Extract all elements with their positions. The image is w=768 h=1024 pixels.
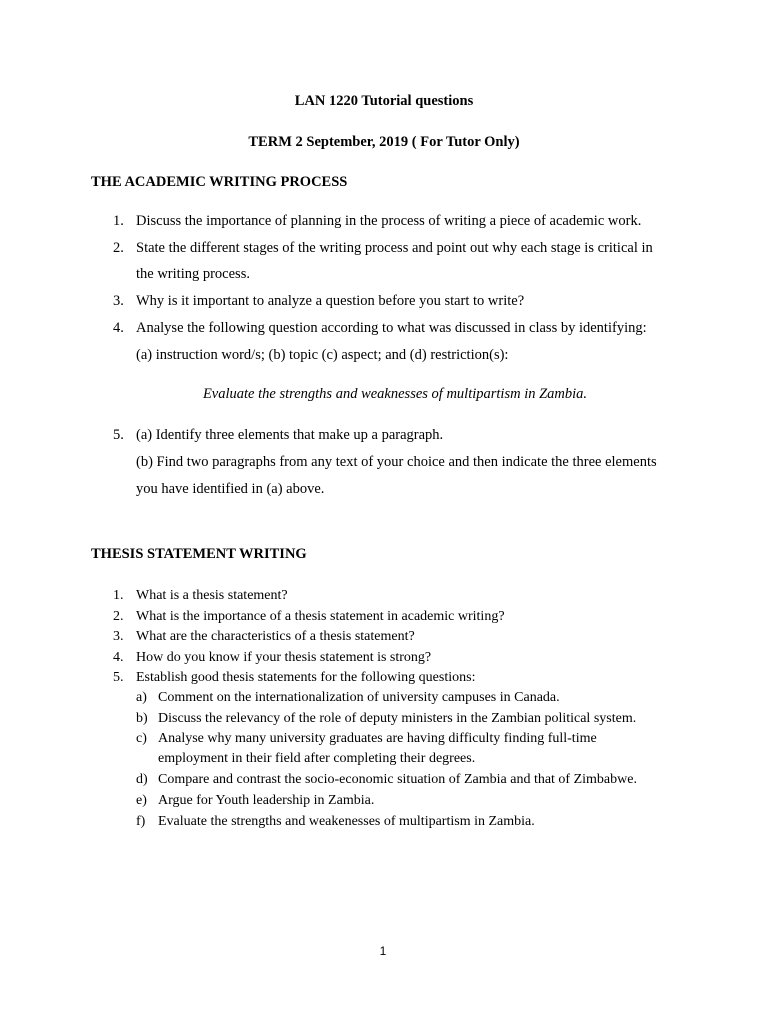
- list-number: 2.: [113, 609, 124, 624]
- document-subtitle: TERM 2 September, 2019 ( For Tutor Only): [248, 134, 520, 150]
- sublist-item-text: Analyse why many university graduates are having difficulty finding full-time: [158, 731, 597, 746]
- sublist-item-text: Argue for Youth leadership in Zambia.: [158, 793, 375, 808]
- page-number: 1: [379, 944, 387, 958]
- list-item-text: State the different stages of the writing process and point out why each stage is critical in: [136, 240, 653, 256]
- list-item-text: How do you know if your thesis statement is strong?: [136, 650, 432, 665]
- document-title: LAN 1220 Tutorial questions: [294, 93, 474, 109]
- sublist-item-text: Comment on the internationalization of university campuses in Canada.: [158, 690, 560, 705]
- list-item-text: Establish good thesis statements for the following questions:: [136, 670, 476, 685]
- list-item-text-continued: (b) Find two paragraphs from any text of your choice and then indicate the three elements: [136, 454, 657, 470]
- sublist-item-text-continued: employment in their field after completing their degrees.: [158, 751, 476, 766]
- list-number: 5.: [113, 670, 124, 685]
- list-item-text: Discuss the importance of planning in the process of writing a piece of academic work.: [136, 213, 642, 229]
- list-item-text: Analyse the following question according to what was discussed in class by identifying:: [136, 320, 647, 336]
- list-number: 1.: [113, 588, 124, 603]
- sublist-item-text: Discuss the relevancy of the role of deputy ministers in the Zambian political system.: [158, 711, 637, 726]
- list-item-text-continued: you have identified in (a) above.: [136, 481, 325, 497]
- list-item-text: What is a thesis statement?: [136, 588, 288, 603]
- section-heading-thesis-statement: THESIS STATEMENT WRITING: [91, 546, 307, 562]
- list-number: 1.: [113, 213, 124, 229]
- sublist-letter: d): [136, 772, 148, 787]
- list-item-text: (a) Identify three elements that make up a paragraph.: [136, 427, 444, 443]
- list-item-text: What is the importance of a thesis statement in academic writing?: [136, 609, 505, 624]
- sublist-letter: a): [136, 690, 147, 705]
- list-number: 4.: [113, 320, 124, 336]
- list-item-text: Why is it important to analyze a question before you start to write?: [136, 293, 525, 309]
- sublist-letter: c): [136, 731, 147, 746]
- list-number: 3.: [113, 293, 124, 309]
- sublist-item-text: Evaluate the strengths and weakenesses of multipartism in Zambia.: [158, 814, 535, 829]
- list-item-text: What are the characteristics of a thesis statement?: [136, 629, 415, 644]
- sublist-item-text: Compare and contrast the socio-economic situation of Zambia and that of Zimbabwe.: [158, 772, 637, 787]
- list-item-text-continued: (a) instruction word/s; (b) topic (c) aspect; and (d) restriction(s):: [136, 347, 509, 363]
- list-number: 2.: [113, 240, 124, 256]
- list-number: 5.: [113, 427, 124, 443]
- sublist-letter: f): [136, 814, 146, 829]
- sublist-letter: e): [136, 793, 147, 808]
- section-heading-academic-writing: THE ACADEMIC WRITING PROCESS: [91, 174, 348, 190]
- example-question: Evaluate the strengths and weaknesses of multipartism in Zambia.: [202, 386, 588, 402]
- list-number: 3.: [113, 629, 124, 644]
- list-item-text-continued: the writing process.: [136, 266, 250, 282]
- list-number: 4.: [113, 650, 124, 665]
- sublist-letter: b): [136, 711, 148, 726]
